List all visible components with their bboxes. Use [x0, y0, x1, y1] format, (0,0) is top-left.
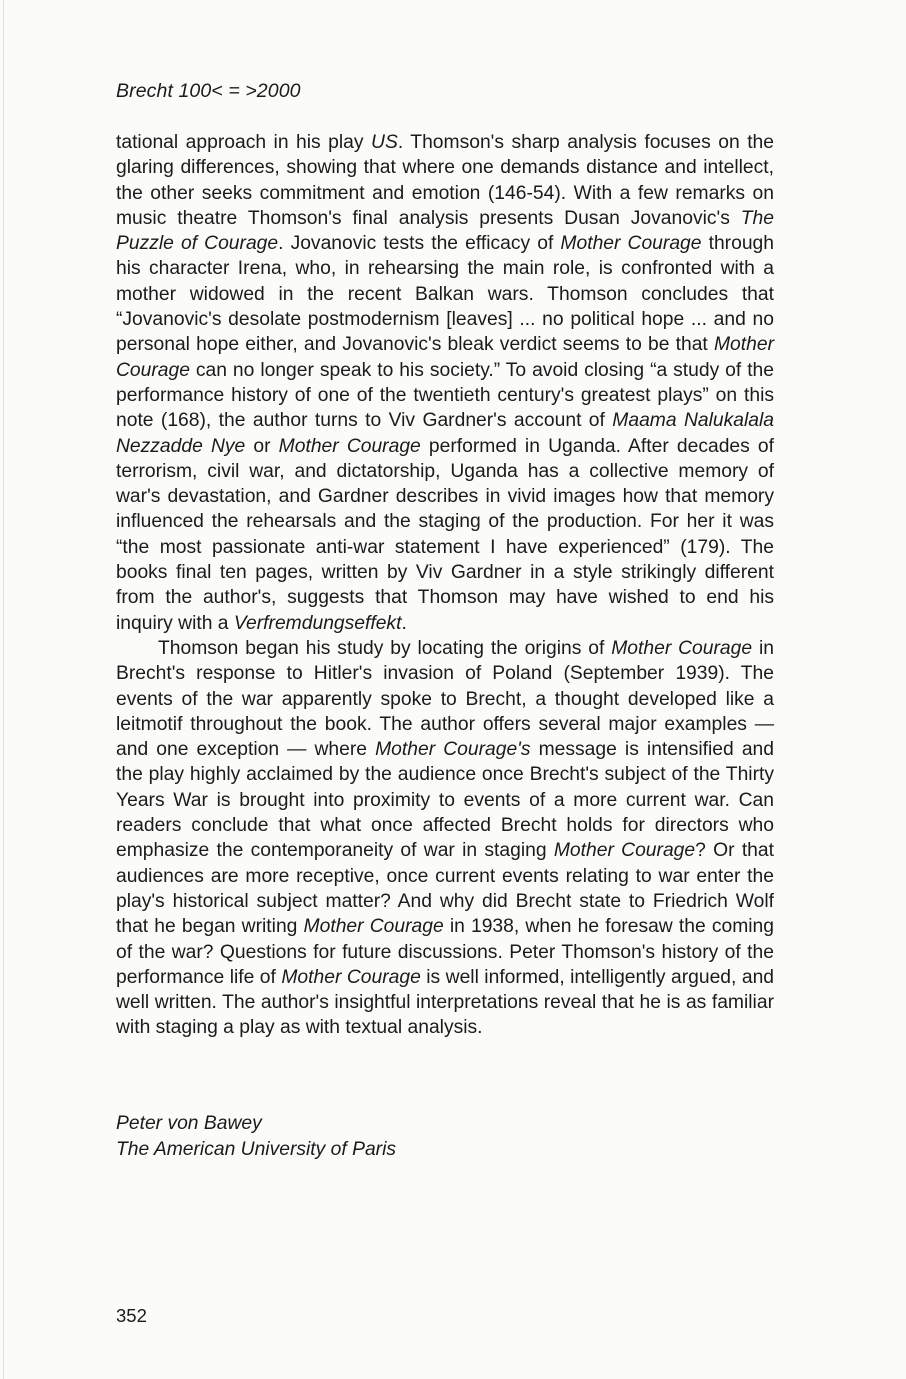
term-verfremdungseffekt: Verfremdungseffekt [233, 612, 402, 634]
reviewer-affiliation: The American University of Paris [116, 1138, 397, 1160]
title-mother-courage: Mother Courage [303, 916, 444, 938]
title-maama-nalukalala: Maama Nalukalala Nezzadde Nye [116, 410, 774, 457]
title-mother-courage: Mother Courage [611, 637, 753, 659]
title-us: US [371, 132, 398, 153]
paragraph-1: tational approach in his play US. Thomson's sharp analysis focuses on the glaring differences, showing that where one demands distance and intellect, the other seeks commitment and emotion (146-54). With a few remarks on music theatre Thomson's final analysis presents Dusan Jovanovic's The Puzzle of Courage. Jovanovic tests the efficacy of Mother Courage through his character Irena, who, in rehearsing the main role, is confronted with a mother widowed in the recent Balkan wars. Thomson concludes that “Jovanovic's desolate postmodernism [leaves] ... no political hope ... and no personal hope either, and Jovanovic's bleak verdict seems to be that Mother Courage can no longer speak to his society.” To avoid closing “a study of the performance history of one of the twentieth century's greatest plays” on this note (168), the author turns to Viv Gardner's account of Maama Nalukalala Nezzadde Nye or Mother Courage performed in Uganda. After decades of terrorism, civil war, and dictatorship, Uganda has a collective memory of war's devastation, and Gardner describes in vivid images how that memory influenced the rehearsals and the staging of the production. For her it was “the most passionate anti-war statement I have experienced” (179). The books final ten pages, written by Viv Gardner in a style strikingly different from the author's, suggests that Thomson may have wished to end his inquiry with a Verfremdungseffekt. [116, 132, 775, 634]
title-mother-courage: Mother Courage [278, 435, 421, 457]
title-mother-courage: Mother Courage [116, 334, 774, 381]
title-mother-courage: Mother Courage [553, 840, 696, 862]
page-edge-line [3, 0, 4, 1379]
title-puzzle-of-courage: The Puzzle of Courage [116, 207, 774, 255]
paragraph-2: Thomson began his study by locating the origins of Mother Courage in Brecht's response to Hitler's invasion of Poland (September 1939). The events of the war apparently spoke to Brecht, a thought developed like a leitmotif throughout the book. The author offers several major examples — and one exception — where Mother Courage's message is intensified and the play highly acclaimed by the audience once Brecht's subject of the Thirty Years War is brought into proximity to events of a more current war. Can readers conclude that what once affected Brecht holds for directors who emphasize the contemporaneity of war in staging Mother Courage? Or that audiences are more receptive, once current events relating to war enter the play's historical subject matter? And why did Brecht state to Friedrich Wolf that he began writing Mother Courage in 1938, when he foresaw the coming of the war? Questions for future discussions. Peter Thomson's history of the performance life of Mother Courage is well informed, intelligently argued, and well written. The author's insightful interpretations reveal that he is as familiar with staging a play as with textual analysis. [116, 637, 775, 1039]
reviewer-name: Peter von Bawey [116, 1113, 262, 1134]
running-header: Brecht 100< = >2000 [116, 80, 301, 102]
reviewer-signature [116, 1111, 396, 1162]
title-mother-courage: Mother Courage [281, 966, 421, 988]
title-mother-courages: Mother Courage's [375, 739, 531, 761]
title-mother-courage: Mother Courage [560, 233, 702, 255]
page-number: 352 [116, 1305, 147, 1326]
review-body [116, 130, 774, 1041]
